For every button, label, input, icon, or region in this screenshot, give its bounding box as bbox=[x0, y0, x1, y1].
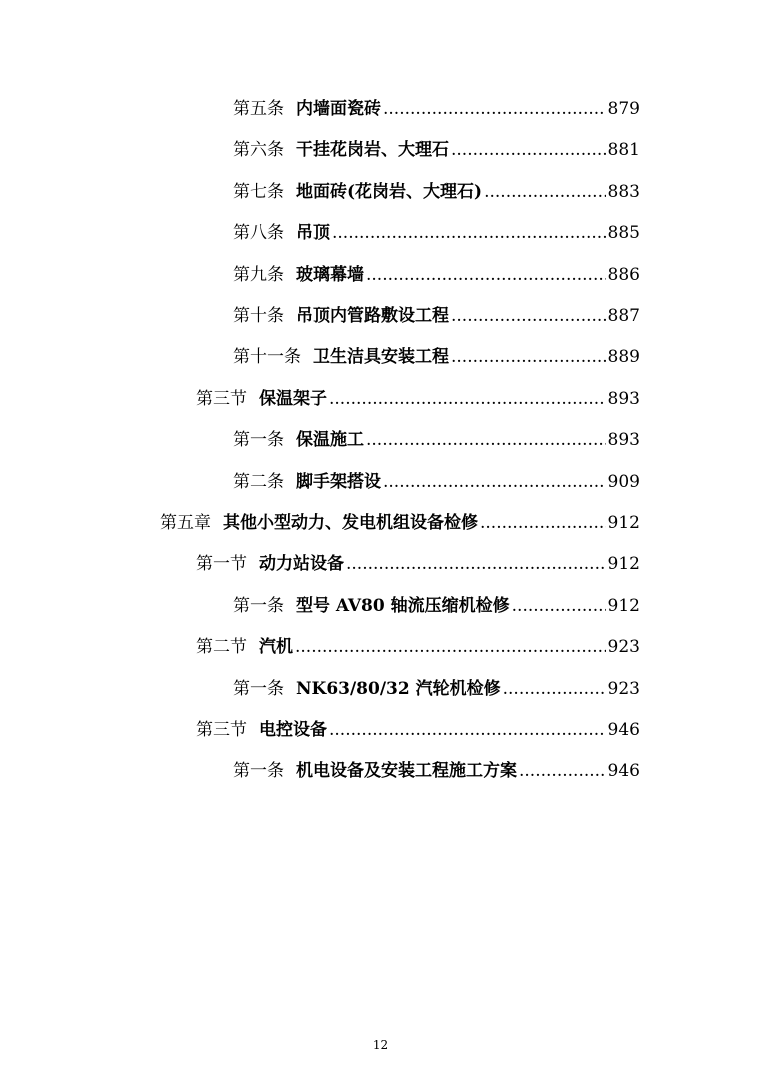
toc-entry[interactable] bbox=[233, 301, 640, 331]
dot-leader bbox=[295, 632, 606, 662]
toc-entry-number: 第一节 bbox=[196, 554, 247, 575]
dot-leader bbox=[366, 425, 606, 455]
dot-leader bbox=[383, 467, 606, 497]
toc-entry-page: 946 bbox=[607, 720, 640, 740]
dot-leader bbox=[451, 342, 606, 372]
toc-entry[interactable] bbox=[196, 632, 640, 662]
toc-entry[interactable] bbox=[233, 674, 640, 704]
toc-entry-number: 第五条 bbox=[233, 99, 284, 119]
toc-entry-page: 923 bbox=[607, 637, 640, 658]
toc-entry-title: 机电设备及安装工程施工方案 bbox=[296, 761, 517, 782]
toc-entry-page: 889 bbox=[607, 347, 640, 368]
toc-entry[interactable] bbox=[233, 425, 640, 455]
toc-entry[interactable] bbox=[196, 715, 640, 745]
toc-entry-number: 第九条 bbox=[233, 264, 284, 285]
toc-entry-page: 912 bbox=[607, 595, 640, 616]
toc-entry-page: 893 bbox=[607, 388, 640, 409]
toc-entry-title: 内墙面瓷砖 bbox=[296, 99, 381, 119]
dot-leader bbox=[329, 715, 606, 745]
toc-entry-title: 玻璃幕墙 bbox=[296, 264, 364, 285]
toc-entry-number: 第一条 bbox=[233, 430, 284, 451]
toc-entry-number: 第一条 bbox=[233, 678, 284, 699]
toc-entry[interactable] bbox=[233, 260, 640, 290]
toc-entry-page: 885 bbox=[607, 223, 640, 244]
toc-entry-title: 吊顶内管路敷设工程 bbox=[296, 306, 449, 326]
toc-entry-number: 第七条 bbox=[233, 181, 284, 202]
toc-entry-number: 第八条 bbox=[233, 223, 284, 244]
dot-leader bbox=[332, 218, 606, 248]
toc-entry-number: 第三节 bbox=[196, 720, 247, 740]
toc-entry[interactable] bbox=[233, 218, 640, 248]
toc-entry-page: 881 bbox=[607, 140, 640, 161]
toc-entry-page: 912 bbox=[607, 554, 640, 575]
dot-leader bbox=[480, 508, 606, 538]
toc-entry[interactable] bbox=[196, 549, 640, 579]
toc-entry-title: NK63/80/32 汽轮机检修 bbox=[296, 678, 501, 699]
toc-entry[interactable] bbox=[233, 591, 640, 621]
toc-entry[interactable] bbox=[233, 94, 640, 124]
toc-entry-page: 887 bbox=[607, 306, 640, 326]
toc-entry-number: 第一条 bbox=[233, 595, 284, 616]
toc-entry[interactable] bbox=[196, 384, 640, 414]
dot-leader bbox=[329, 384, 606, 414]
toc-entry-title: 地面砖(花岗岩、大理石) bbox=[296, 181, 483, 202]
toc-entry-page: 912 bbox=[607, 513, 640, 533]
toc-entry-title: 保温架子 bbox=[259, 388, 327, 409]
dot-leader bbox=[346, 549, 606, 579]
toc-entry-number: 第一条 bbox=[233, 761, 284, 782]
toc-entry-number: 第十一条 bbox=[233, 347, 301, 368]
toc-entry[interactable] bbox=[233, 135, 640, 165]
dot-leader bbox=[451, 301, 606, 331]
page-number: 12 bbox=[372, 1038, 389, 1052]
toc-entry-page: 886 bbox=[607, 264, 640, 285]
dot-leader bbox=[451, 135, 606, 165]
toc-entry-title: 动力站设备 bbox=[259, 554, 344, 575]
toc-entry[interactable] bbox=[233, 756, 640, 786]
toc-entry-number: 第五章 bbox=[160, 513, 211, 533]
toc-entry-number: 第六条 bbox=[233, 140, 284, 161]
toc-entry-page: 883 bbox=[607, 181, 640, 202]
toc-entry-title: 其他小型动力、发电机组设备检修 bbox=[223, 513, 478, 533]
toc-entry-title: 脚手架搭设 bbox=[296, 471, 381, 492]
dot-leader bbox=[503, 674, 606, 704]
toc-entry-page: 946 bbox=[607, 761, 640, 782]
toc-entry[interactable] bbox=[233, 467, 640, 497]
toc-entry-title: 卫生洁具安装工程 bbox=[313, 347, 449, 368]
toc-entry-title: 干挂花岗岩、大理石 bbox=[296, 140, 449, 161]
dot-leader bbox=[512, 591, 606, 621]
toc-entry-title: 吊顶 bbox=[296, 223, 330, 244]
toc-entry-page: 879 bbox=[607, 99, 640, 119]
toc-entry-title: 汽机 bbox=[259, 637, 293, 658]
dot-leader bbox=[484, 177, 605, 207]
toc-entry-page: 909 bbox=[607, 471, 640, 492]
toc-entry-number: 第三节 bbox=[196, 388, 247, 409]
toc-entry-title: 电控设备 bbox=[259, 720, 327, 740]
toc-entry-page: 923 bbox=[607, 678, 640, 699]
toc-entry[interactable] bbox=[233, 342, 640, 372]
toc-entry[interactable] bbox=[160, 508, 640, 538]
dot-leader bbox=[383, 94, 606, 124]
toc-entry-number: 第十条 bbox=[233, 306, 284, 326]
dot-leader bbox=[366, 260, 606, 290]
toc-entry-page: 893 bbox=[607, 430, 640, 451]
dot-leader bbox=[519, 756, 606, 786]
toc-entry-title: 保温施工 bbox=[296, 430, 364, 451]
toc-entry-title: 型号 AV80 轴流压缩机检修 bbox=[296, 595, 510, 616]
toc-entry-number: 第二节 bbox=[196, 637, 247, 658]
toc-entry[interactable] bbox=[233, 177, 640, 207]
toc-entry-number: 第二条 bbox=[233, 471, 284, 492]
